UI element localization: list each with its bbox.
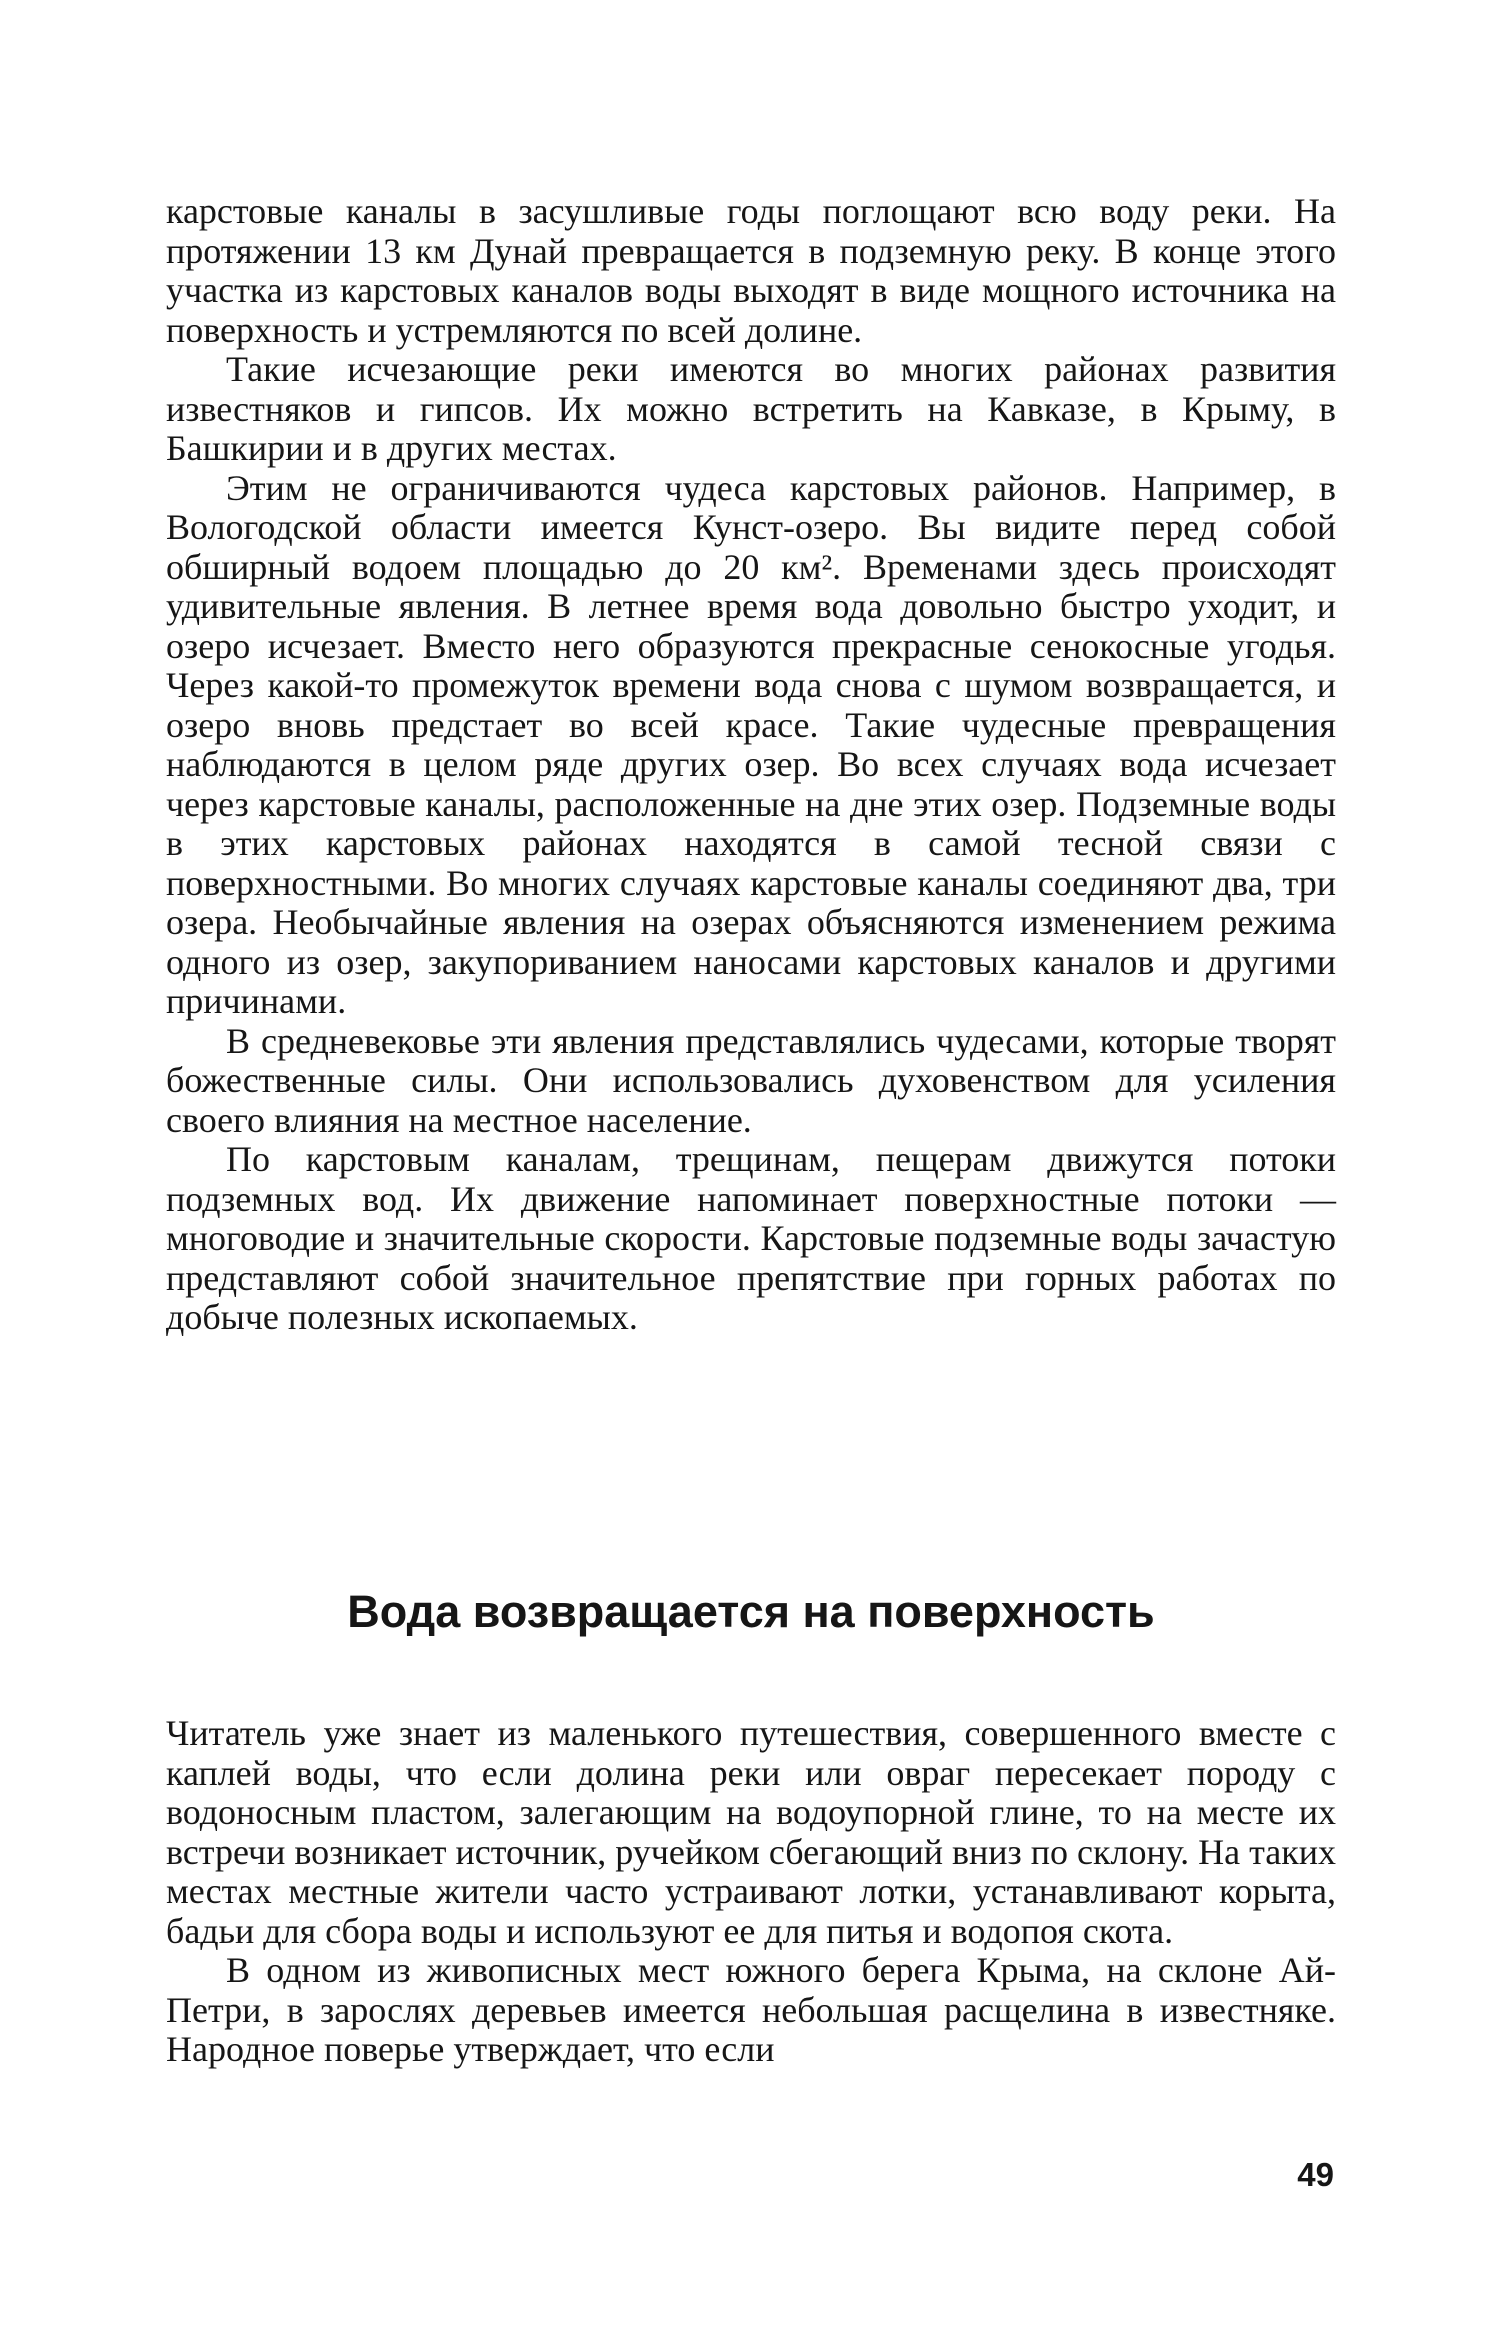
- paragraph: По карстовым каналам, трещинам, пещерам движутся потоки подземных вод. Их движение напоминает поверхностные потоки — многоводие и значительные скорости. Карстовые подземные воды зачастую представляют собой значительное препятствие при горных работах по добыче полезных ископаемых.: [166, 1139, 1336, 1337]
- text-block-top: [166, 192, 1336, 1338]
- paragraph: Такие исчезающие реки имеются во многих районах развития известняков и гипсов. Их можно встретить на Кавказе, в Крыму, в Башкирии и в других местах.: [166, 349, 1336, 468]
- paragraph: Читатель уже знает из маленького путешествия, совершенного вместе с каплей воды, что если долина реки или овраг пересекает породу с водоносным пластом, залегающим на водоупорной глине, то на месте их встречи возникает источник, ручейком сбегающий вниз по склону. На таких местах местные жители часто устраивают лотки, устанавливают корыта, бадьи для сбора воды и используют ее для питья и водопоя скота.: [166, 1713, 1336, 1951]
- text-block-bottom: [166, 1714, 1336, 2070]
- paragraph: В средневековье эти явления представлялись чудесами, которые творят божественные силы. Они использовались духовенством для усиления своего влияния на местное население.: [166, 1020, 1336, 1140]
- paragraph: Этим не ограничиваются чудеса карстовых районов. Например, в Вологодской области имеется Кунст-озеро. Вы видите перед собой обширный водоем площадью до 20 км². Временами здесь происходят удивительные явления. В летнее время вода довольно быстро уходит, и озеро исчезает. Вместо него образуются прекрасные сенокосные угодья. Через какой-то промежуток времени вода снова с шумом возвращается, и озеро вновь предстает во всей красе. Такие чудесные превращения наблюдаются в целом ряде других озер. Во всех случаях вода исчезает через карстовые каналы, расположенные на дне этих озер. Подземные воды в этих карстовых районах находятся в самой тесной связи с поверхностными. Во многих случаях карстовые каналы соединяют два, три озера. Необычайные явления на озерах объясняются изменением режима одного из озер, закупориванием наносами карстовых каналов и другими причинами.: [166, 467, 1336, 1021]
- paragraph: карстовые каналы в засушливые годы поглощают всю воду реки. На протяжении 13 км Дунай превращается в подземную реку. В конце этого участка из карстовых каналов воды выходят в виде мощного источника на поверхность и устремляются по всей долине.: [166, 191, 1336, 350]
- section-heading: Вода возвращается на поверхность: [347, 1586, 1155, 1637]
- page-number: 49: [1297, 2156, 1334, 2193]
- paragraph: В одном из живописных мест южного берега Крыма, на склоне Ай-Петри, в зарослях деревьев имеется небольшая расщелина в известняке. Народное поверье утверждает, что если: [166, 1950, 1336, 2069]
